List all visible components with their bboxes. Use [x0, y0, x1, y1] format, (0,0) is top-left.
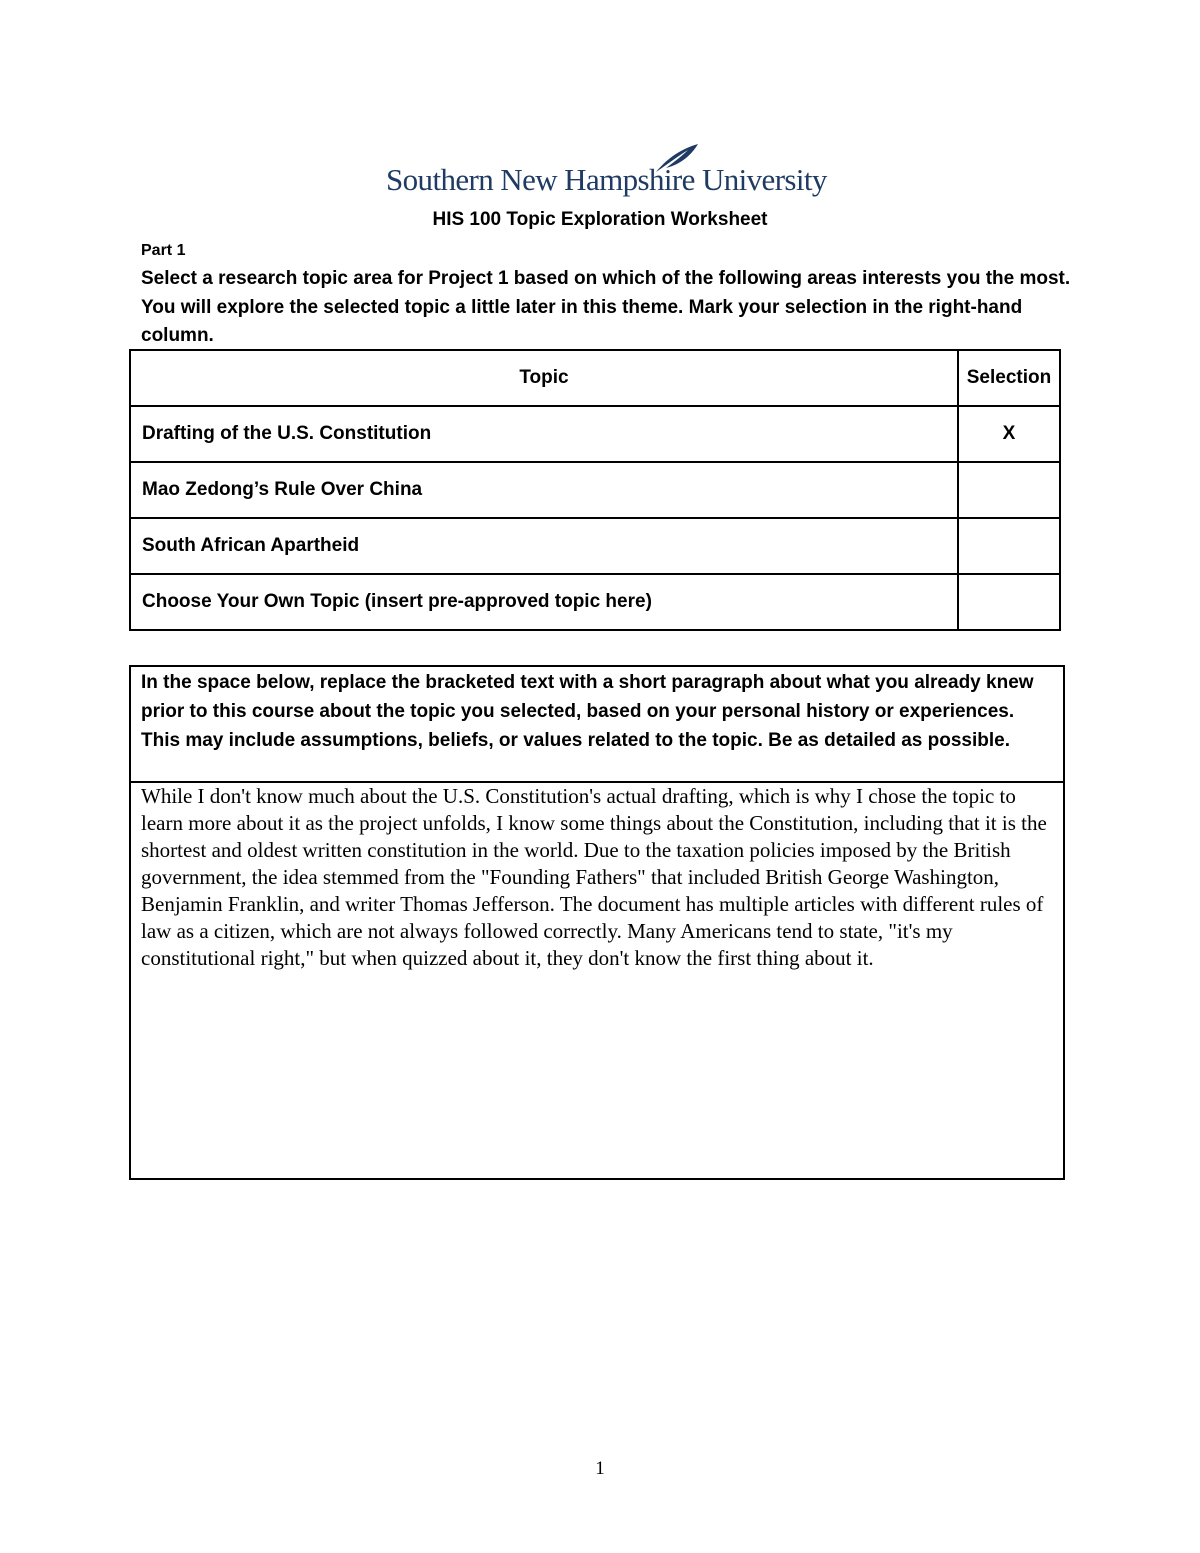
- table-row: [130, 462, 1060, 518]
- university-logo: [386, 142, 827, 204]
- table-row: [130, 574, 1060, 630]
- logo-wordmark: Southern New Hampshire University: [386, 162, 827, 197]
- topic-cell: Choose Your Own Topic (insert pre-approved topic here): [130, 574, 958, 630]
- table-row: [130, 518, 1060, 574]
- prior-knowledge-box: [129, 665, 1065, 1180]
- selection-cell[interactable]: [958, 574, 1060, 630]
- topic-selection-table: [129, 349, 1061, 631]
- prior-knowledge-response[interactable]: While I don't know much about the U.S. Constitution's actual drafting, which is why I chose the topic to learn more about it as the project unfolds, I know some things about the Constitution, including that it is the shortest and oldest written constitution in the world. Due to the taxation policies imposed by the British government, the idea stemmed from the "Founding Fathers" that included British George Washington, Benjamin Franklin, and writer Thomas Jefferson. The document has multiple articles with different rules of law as a citizen, which are not always followed correctly. Many Americans tend to state, "it's my constitutional right," but when quizzed about it, they don't know the first thing about it.: [141, 784, 1047, 970]
- prior-knowledge-prompt: In the space below, replace the bracketed text with a short paragraph about what you already knew prior to this course about the topic you selected, based on your personal history or experiences. This may include assumptions, beliefs, or values related to the topic. Be as detailed as possible.: [131, 667, 1063, 783]
- selection-cell[interactable]: X: [958, 406, 1060, 462]
- topic-cell: Drafting of the U.S. Constitution: [130, 406, 958, 462]
- selection-cell[interactable]: [958, 462, 1060, 518]
- selection-column-header: Selection: [958, 350, 1060, 406]
- topic-column-header: Topic: [130, 350, 958, 406]
- table-header-row: [130, 350, 1060, 406]
- part-label: Part 1: [141, 242, 186, 259]
- topic-cell: South African Apartheid: [130, 518, 958, 574]
- table-row: [130, 406, 1060, 462]
- part1-instructions: Select a research topic area for Project 1 based on which of the following areas interests you the most. You will explore the selected topic a little later in this theme. Mark your selection in the right-hand column.: [141, 268, 1071, 346]
- page-number: 1: [595, 1458, 605, 1479]
- topic-cell: Mao Zedong’s Rule Over China: [130, 462, 958, 518]
- worksheet-title: HIS 100 Topic Exploration Worksheet: [432, 209, 768, 230]
- selection-cell[interactable]: [958, 518, 1060, 574]
